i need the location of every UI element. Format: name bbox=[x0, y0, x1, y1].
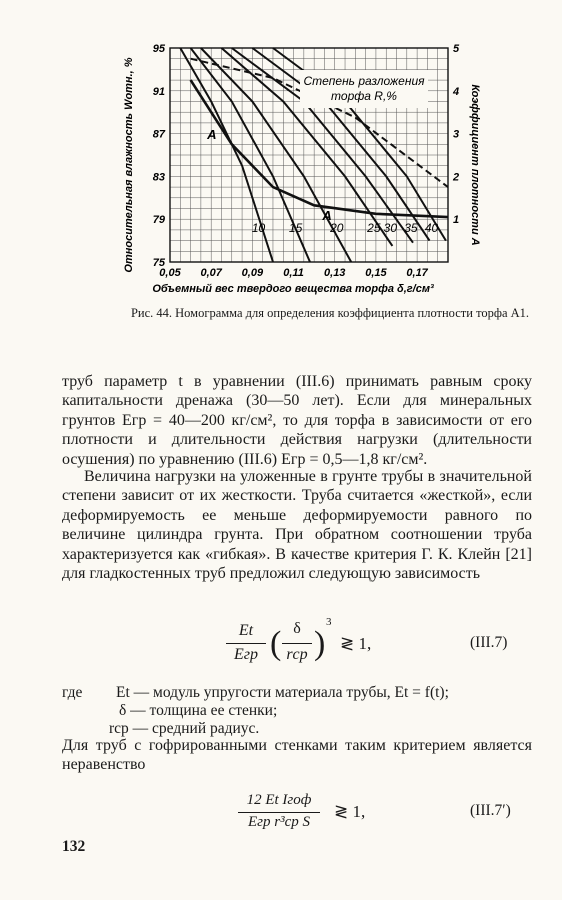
curve-label-25: 25 bbox=[367, 220, 381, 235]
definition-3: rср — средний радиус. bbox=[109, 720, 260, 737]
eq2-tag: (III.7′) bbox=[470, 802, 511, 819]
curve-label-10: 10 bbox=[251, 220, 266, 235]
eq1-denominator: Eгр bbox=[233, 646, 258, 663]
y-right-tick-label: 2 bbox=[453, 171, 460, 184]
x-axis-label: Объемный вес твердого вещества торфа δ,г/см³ bbox=[152, 283, 434, 295]
legend-title-line2: торфа R,% bbox=[331, 89, 397, 103]
paragraph-2: Величина нагрузки на уложенные в грунте трубы в значительной степени зависит от их жесткости. Труба считается «жесткой», если деформируемость ее меньше деформируемости равного по величине цилиндра грунта. При обратном соотношении труба характеризуется как «гибкая». В качестве критерия Г. К. Клейн [21] для гладкостенных труб предложил следующую зависимость bbox=[62, 468, 532, 583]
curve-label-30: 30 bbox=[383, 220, 398, 235]
eq1-inner-denominator: rср bbox=[286, 646, 308, 663]
eq2-denominator: Eгр r³ср S bbox=[247, 814, 310, 830]
y-left-tick-label: 75 bbox=[152, 257, 165, 269]
y-left-tick-label: 83 bbox=[152, 171, 165, 184]
y-left-tick-label: 95 bbox=[152, 43, 165, 55]
point-label-a1: A bbox=[207, 126, 217, 142]
x-tick-label: 0,05 bbox=[159, 267, 181, 279]
y-right-tick-label: 1 bbox=[453, 214, 460, 227]
x-tick-label: 0,13 bbox=[324, 267, 346, 279]
eq1-relation: ≷ 1, bbox=[340, 634, 372, 653]
where-word: где bbox=[62, 684, 83, 701]
x-tick-label: 0,09 bbox=[241, 267, 264, 279]
point-label-a2: A bbox=[322, 207, 332, 223]
legend-title-line1: Степень разложения bbox=[303, 74, 425, 88]
eq2-numerator: 12 Et Iгоф bbox=[246, 792, 312, 808]
y-right-tick-label: 4 bbox=[453, 85, 460, 98]
eq1-inner-numerator: δ bbox=[293, 620, 301, 637]
y-right-label: Коэффициент плотности A bbox=[469, 84, 481, 246]
definition-1: Et — модуль упругости материала трубы, Et = f(t); bbox=[116, 684, 449, 701]
curve-label-15: 15 bbox=[288, 220, 303, 235]
curve-label-20: 20 bbox=[330, 220, 344, 235]
x-tick-label: 0,07 bbox=[200, 267, 222, 279]
definition-2: δ — толщина ее стенки; bbox=[119, 702, 278, 719]
eq2-relation: ≷ 1, bbox=[334, 802, 366, 821]
y-left-tick-label: 91 bbox=[152, 85, 165, 98]
x-tick-label: 0,17 bbox=[406, 267, 428, 279]
paragraph-3: Для труб с гофрированными стенками таким критерием является неравенство bbox=[62, 737, 532, 774]
eq1-tag: (III.7) bbox=[470, 634, 508, 651]
nomogram-chart bbox=[118, 30, 481, 300]
y-left-tick-label: 87 bbox=[152, 128, 165, 141]
x-tick-label: 0,15 bbox=[365, 267, 387, 279]
y-left-tick-label: 79 bbox=[152, 214, 165, 227]
x-tick-label: 0,11 bbox=[283, 267, 304, 279]
y-left-label: Относительная влажность Wотн., % bbox=[123, 57, 135, 273]
y-right-tick-label: 5 bbox=[453, 43, 460, 55]
paragraph-1: труб параметр t в уравнении (III.6) принимать равным сроку капитальности дренажа (30—50 лет). Если для минеральных грунтов Eгр = 40—200 кг/см², то для торфа в зависимости от его плотности и длительности действия нагрузки (длительности осушения) по уравнению (III.6) Eгр = 0,5—1,8 кг/см². bbox=[62, 373, 532, 468]
curve-label-40: 40 bbox=[424, 220, 439, 235]
eq1-numerator: Et bbox=[238, 622, 254, 639]
curve-label-35: 35 bbox=[404, 220, 418, 235]
eq1-exponent: 3 bbox=[326, 616, 332, 628]
y-right-tick-label: 3 bbox=[453, 128, 460, 141]
page-number: 132 bbox=[62, 838, 86, 855]
figure-caption: Рис. 44. Номограмма для определения коэффициента плотности торфа A1. bbox=[130, 306, 530, 320]
